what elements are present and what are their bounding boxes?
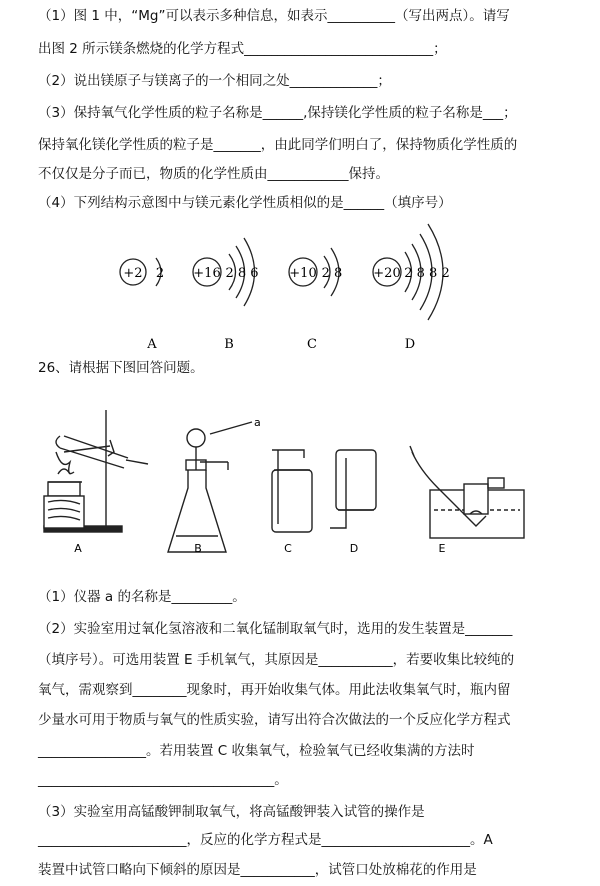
- q25-part2: （2）说出镁原子与镁离子的一个相同之处_____________；: [38, 73, 391, 89]
- atom-a-electrons: 2: [155, 266, 165, 281]
- apparatus-e-label: E: [438, 542, 446, 555]
- apparatus-a: [44, 410, 148, 532]
- pointer-a-label: a: [254, 416, 261, 429]
- q25-part1-line1: （1）图 1 中，“Mg”可以表示多种信息，如表示__________（写出两点）。请写: [38, 8, 510, 24]
- atom-a-label: A: [147, 337, 157, 352]
- q26-part1: （1）仪器 a 的名称是_________。: [38, 589, 246, 605]
- atom-a-nucleus-charge: +2: [123, 266, 143, 281]
- apparatus-e: [410, 446, 524, 538]
- atom-b-nucleus-charge: +16: [193, 266, 221, 281]
- q25-part4: （4）下列结构示意图中与镁元素化学性质相似的是______（填序号）: [38, 195, 452, 211]
- q25-part3-line3: 不仅仅是分子而已，物质的化学性质由____________保持。: [38, 166, 389, 182]
- apparatus-c: [272, 450, 312, 532]
- atom-b-label: B: [224, 337, 234, 352]
- pointer-a-line: [210, 422, 252, 434]
- apparatus-d-label: D: [349, 542, 359, 555]
- q26-part2-line3: 氧气，需观察到________现象时，再开始收集气体。用此法收集氧气时，瓶内留: [38, 682, 511, 698]
- q26-part3-line1: （3）实验室用高锰酸钾制取氧气，将高锰酸钾装入试管的操作是: [38, 804, 425, 820]
- q26-part2-line1: （2）实验室用过氧化氢溶液和二氧化锰制取氧气时，选用的发生装置是_______: [38, 621, 513, 637]
- q26-part2-line5: ________________。若用装置 C 收集氧气，检验氧气已经收集满的方法时: [38, 743, 475, 759]
- atom-d-nucleus-charge: +20: [373, 266, 401, 281]
- atom-d-label: D: [404, 337, 416, 352]
- q25-part3-line1: （3）保持氧气化学性质的粒子名称是______,保持镁化学性质的粒子名称是___；: [38, 105, 517, 121]
- apparatus-c-label: C: [284, 542, 292, 555]
- q26-part2-line6: ___________________________________。: [38, 772, 288, 788]
- atom-c-label: C: [307, 337, 317, 352]
- apparatus-b: [168, 429, 228, 552]
- q26-part3-line3: 装置中试管口略向下倾斜的原因是___________，试管口处放棉花的作用是: [38, 862, 477, 878]
- q25-part3-line2: 保持氧化镁化学性质的粒子是_______，由此同学们明白了，保持物质化学性质的: [38, 137, 518, 153]
- apparatus-b-label: B: [194, 542, 202, 555]
- apparatus-a-label: A: [74, 542, 82, 555]
- apparatus-d: [330, 450, 376, 528]
- q26-title: 26、请根据下图回答问题。: [38, 360, 204, 376]
- q26-part2-line4: 少量水可用于物质与氧气的性质实验，请写出符合次做法的一个反应化学方程式: [38, 712, 511, 728]
- atom-c-electrons: 2 8: [321, 266, 343, 281]
- q26-part3-line2: ______________________，反应的化学方程式是______________________。A: [38, 832, 493, 848]
- atom-c-nucleus-charge: +10: [289, 266, 317, 281]
- q25-part1-line2: 出图 2 所示镁条燃烧的化学方程式____________________________；: [38, 41, 447, 57]
- atom-b-electrons: 2 8 6: [225, 266, 259, 281]
- q26-part2-line2: （填序号）。可选用装置 E 手机氧气，其原因是___________，若要收集比较纯的: [38, 652, 515, 668]
- atom-d-electrons: 2 8 8 2: [404, 266, 450, 281]
